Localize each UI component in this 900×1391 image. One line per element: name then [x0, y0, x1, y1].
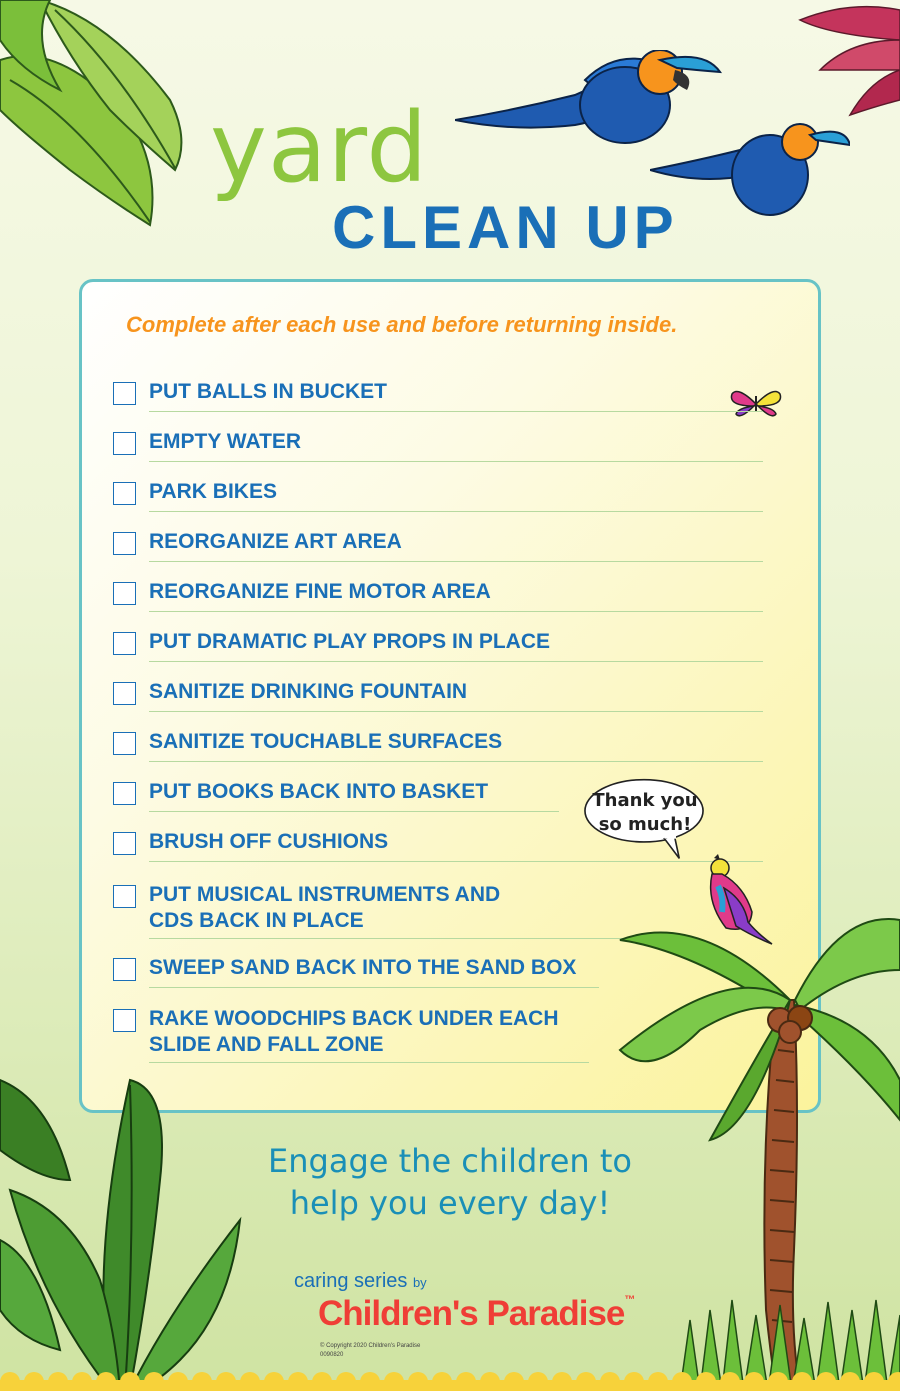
copyright	[320, 1342, 420, 1360]
product-code: 0090820	[320, 1352, 344, 1358]
divider	[149, 711, 763, 712]
checklist-item-label: PUT BOOKS BACK INTO BASKET	[149, 780, 489, 803]
divider	[149, 938, 629, 939]
series-name: caring series	[294, 1270, 408, 1292]
checkbox[interactable]	[113, 958, 136, 981]
copyright-text: © Copyright 2020 Children's Paradise	[320, 1343, 421, 1349]
series-label	[294, 1270, 427, 1293]
page-title: CLEAN UP	[332, 194, 679, 261]
checklist-item-label: PUT MUSICAL INSTRUMENTS AND CDS BACK IN PLACE	[149, 883, 501, 932]
checkbox[interactable]	[113, 482, 136, 505]
checklist-item-label: EMPTY WATER	[149, 430, 302, 453]
fern-icon	[0, 1060, 250, 1391]
parrot-icon	[650, 120, 850, 220]
title-yard: yard	[210, 92, 429, 204]
checkbox[interactable]	[113, 832, 136, 855]
divider	[149, 561, 763, 562]
checklist-item-label: SANITIZE DRINKING FOUNTAIN	[149, 680, 468, 703]
leaf-cluster-icon	[0, 0, 240, 240]
checkbox[interactable]	[113, 632, 136, 655]
checklist-item-label: SANITIZE TOUCHABLE SURFACES	[149, 730, 503, 753]
checkbox[interactable]	[113, 432, 136, 455]
leaf-cluster-icon	[760, 0, 900, 120]
checklist-item-label: PUT DRAMATIC PLAY PROPS IN PLACE	[149, 630, 550, 653]
brand-logo	[318, 1294, 634, 1334]
checklist-item-label: PUT BALLS IN BUCKET	[149, 380, 387, 403]
scallop-border	[0, 1372, 900, 1391]
checklist-instruction: Complete after each use and before returning inside.	[126, 312, 678, 337]
checklist-item-label: REORGANIZE ART AREA	[149, 530, 402, 553]
divider	[149, 611, 763, 612]
checklist-item-label: PARK BIKES	[149, 480, 277, 503]
divider	[149, 461, 763, 462]
divider	[149, 761, 763, 762]
engage-message	[220, 1140, 680, 1224]
checkbox[interactable]	[113, 1009, 136, 1032]
bird-icon	[700, 852, 774, 948]
series-by: by	[412, 1275, 427, 1290]
divider	[149, 987, 599, 988]
engage-line-2: help you every day!	[289, 1184, 611, 1222]
checkbox[interactable]	[113, 582, 136, 605]
checkbox[interactable]	[113, 682, 136, 705]
checklist-item-label: SWEEP SAND BACK INTO THE SAND BOX	[149, 956, 577, 979]
checklist-item-label: REORGANIZE FINE MOTOR AREA	[149, 580, 491, 603]
checkbox[interactable]	[113, 382, 136, 405]
divider	[149, 661, 763, 662]
divider	[149, 511, 763, 512]
checkbox[interactable]	[113, 782, 136, 805]
checkbox[interactable]	[113, 885, 136, 908]
speech-text: Thank you so much!	[592, 790, 698, 835]
checkbox[interactable]	[113, 732, 136, 755]
checkbox[interactable]	[113, 532, 136, 555]
engage-line-1: Engage the children to	[268, 1142, 632, 1180]
checklist-item-label: RAKE WOODCHIPS BACK UNDER EACH SLIDE AND FALL ZONE	[149, 1007, 559, 1056]
divider	[149, 411, 763, 412]
checklist-item-label: BRUSH OFF CUSHIONS	[149, 830, 389, 853]
brand-name: Children's Paradise	[318, 1294, 625, 1333]
trademark: ™	[624, 1294, 635, 1306]
divider	[149, 811, 559, 812]
